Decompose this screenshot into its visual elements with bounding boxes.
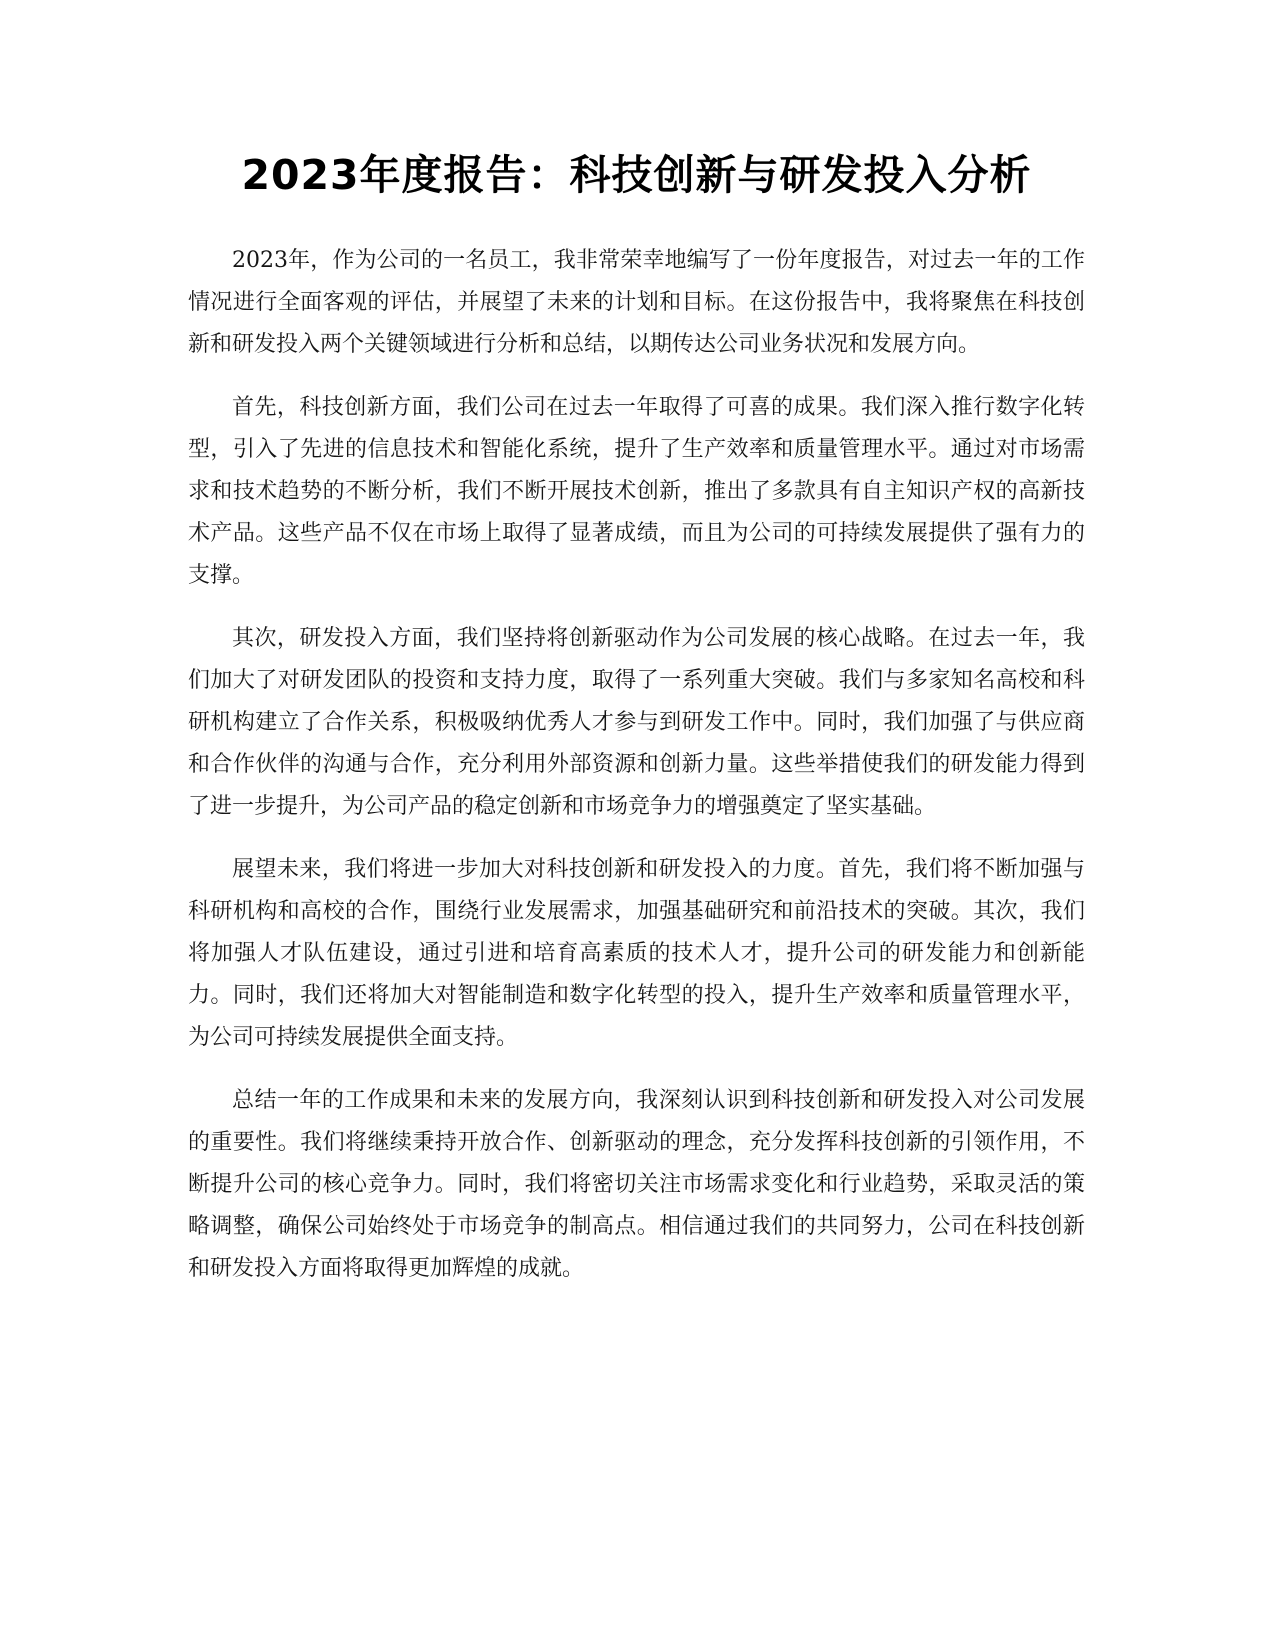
document-title: 2023年度报告：科技创新与研发投入分析 — [241, 151, 1032, 199]
paragraph-summary: 总结一年的工作成果和未来的发展方向，我深刻认识到科技创新和研发投入对公司发展的重要性。我们将继续秉持开放合作、创新驱动的理念，充分发挥科技创新的引领作用，不断提升公司的核心竞争力。同时，我们将密切关注市场需求变化和行业趋势，采取灵活的策略调整，确保公司始终处于市场竞争的制高点。相信通过我们的共同努力，公司在科技创新和研发投入方面将取得更加辉煌的成就。 — [188, 1088, 1085, 1281]
paragraph-intro: 2023年，作为公司的一名员工，我非常荣幸地编写了一份年度报告，对过去一年的工作情况进行全面客观的评估，并展望了未来的计划和目标。在这份报告中，我将聚焦在科技创新和研发投入两个关键领域进行分析和总结，以期传达公司业务状况和发展方向。 — [188, 248, 1085, 357]
paragraph-tech-innovation: 首先，科技创新方面，我们公司在过去一年取得了可喜的成果。我们深入推行数字化转型，引入了先进的信息技术和智能化系统，提升了生产效率和质量管理水平。通过对市场需求和技术趋势的不断分析，我们不断开展技术创新，推出了多款具有自主知识产权的高新技术产品。这些产品不仅在市场上取得了显著成绩，而且为公司的可持续发展提供了强有力的支撑。 — [188, 395, 1085, 588]
paragraph-rd-investment: 其次，研发投入方面，我们坚持将创新驱动作为公司发展的核心战略。在过去一年，我们加大了对研发团队的投资和支持力度，取得了一系列重大突破。我们与多家知名高校和科研机构建立了合作关系，积极吸纳优秀人才参与到研发工作中。同时，我们加强了与供应商和合作伙伴的沟通与合作，充分利用外部资源和创新力量。这些举措使我们的研发能力得到了进一步提升，为公司产品的稳定创新和市场竞争力的增强奠定了坚实基础。 — [188, 626, 1085, 819]
paragraph-outlook: 展望未来，我们将进一步加大对科技创新和研发投入的力度。首先，我们将不断加强与科研机构和高校的合作，围绕行业发展需求，加强基础研究和前沿技术的突破。其次，我们将加强人才队伍建设，通过引进和培育高素质的技术人才，提升公司的研发能力和创新能力。同时，我们还将加大对智能制造和数字化转型的投入，提升生产效率和质量管理水平，为公司可持续发展提供全面支持。 — [188, 857, 1085, 1050]
